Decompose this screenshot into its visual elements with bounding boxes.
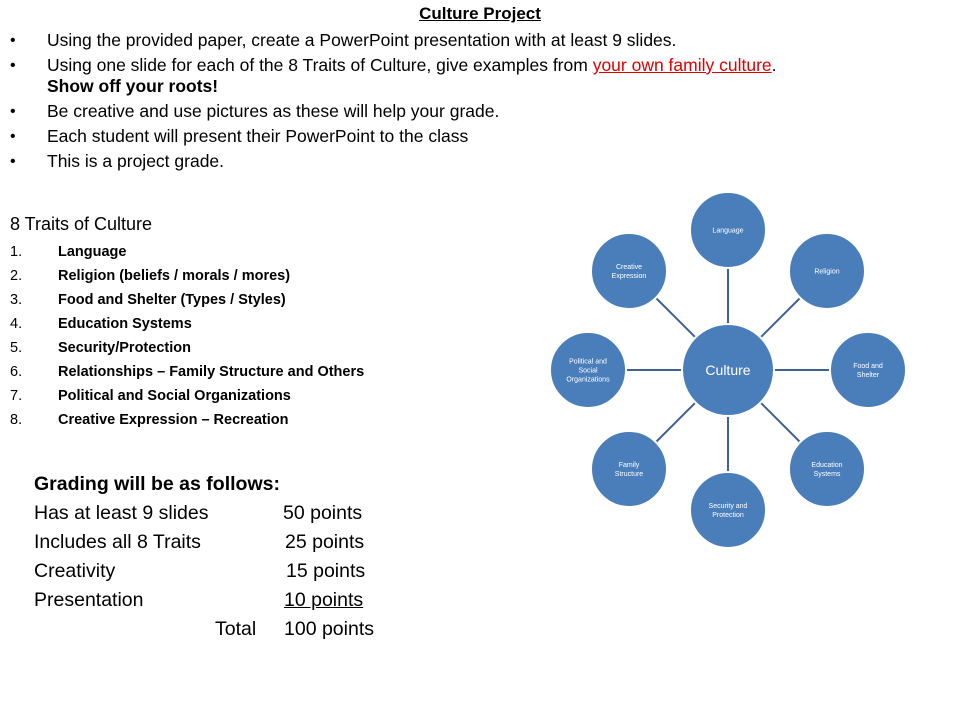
trait-item bbox=[10, 336, 364, 360]
traits-list bbox=[10, 240, 364, 432]
trait-node-label: Political and bbox=[569, 358, 607, 366]
bold-text: Show off your roots! bbox=[47, 76, 219, 96]
trait-number: 2. bbox=[10, 268, 23, 284]
trait-label: Political and Social Organizations bbox=[58, 388, 291, 404]
grading-points: 10 points bbox=[284, 589, 364, 611]
trait-node bbox=[690, 472, 766, 548]
trait-node-circle bbox=[690, 472, 766, 548]
trait-label: Education Systems bbox=[58, 316, 192, 332]
trait-number: 6. bbox=[10, 364, 23, 380]
bullet-text: This is a project grade. bbox=[47, 151, 225, 171]
bullet-text: Using one slide for each of the 8 Traits of Culture, give examples from bbox=[47, 55, 593, 75]
grading-heading: Grading will be as follows: bbox=[34, 473, 280, 495]
trait-node-label: Family bbox=[618, 461, 640, 469]
bullet-text: . bbox=[771, 55, 777, 75]
trait-node-label: Structure bbox=[614, 470, 644, 478]
connector-line bbox=[761, 298, 801, 338]
grading-section bbox=[34, 470, 374, 644]
bullet-icon: • bbox=[10, 57, 16, 74]
grading-points: 50 points bbox=[283, 502, 363, 524]
bullet-text: Each student will present their PowerPoint to the class bbox=[47, 126, 469, 146]
trait-node-label: Religion bbox=[814, 268, 840, 276]
trait-node-label: Food and bbox=[853, 363, 883, 370]
trait-node-circle bbox=[830, 332, 906, 408]
bullet-icon: • bbox=[10, 103, 16, 120]
bullet-item bbox=[8, 151, 948, 172]
trait-number: 7. bbox=[10, 388, 23, 404]
trait-node bbox=[550, 332, 626, 408]
trait-node bbox=[690, 192, 766, 268]
connector-line bbox=[761, 403, 801, 443]
grading-row bbox=[34, 557, 366, 586]
grading-total-row bbox=[34, 615, 374, 644]
trait-node-label: Expression bbox=[611, 273, 647, 281]
trait-item bbox=[10, 288, 364, 312]
trait-number: 1. bbox=[10, 244, 23, 260]
trait-node-label: Social bbox=[578, 367, 598, 375]
grading-points: 25 points bbox=[285, 531, 365, 553]
bullet-item bbox=[8, 30, 948, 51]
grading-row bbox=[34, 499, 363, 528]
bullet-text: Using the provided paper, create a PowerPoint presentation with at least 9 slides. bbox=[47, 30, 677, 50]
trait-label: Creative Expression – Recreation bbox=[58, 412, 289, 428]
trait-node-label: Security and bbox=[708, 503, 748, 510]
grading-label: Includes all 8 Traits bbox=[34, 531, 201, 553]
connector-line bbox=[656, 298, 696, 338]
culture-wheel-diagram bbox=[540, 185, 920, 560]
bullet-text: Be creative and use pictures as these will help your grade. bbox=[47, 101, 500, 121]
trait-number: 4. bbox=[10, 316, 23, 332]
trait-node bbox=[789, 233, 865, 309]
trait-node-label: Systems bbox=[813, 470, 841, 478]
page-title: Culture Project bbox=[419, 4, 541, 23]
bullet-icon: • bbox=[10, 153, 16, 170]
trait-number: 3. bbox=[10, 292, 23, 308]
trait-node bbox=[591, 431, 667, 507]
trait-label: Religion (beliefs / morals / mores) bbox=[58, 268, 291, 284]
center-label: Culture bbox=[705, 362, 751, 378]
connector-line bbox=[656, 403, 696, 443]
bullet-item bbox=[8, 101, 948, 122]
trait-item bbox=[10, 408, 364, 432]
trait-number: 5. bbox=[10, 340, 23, 356]
trait-item bbox=[10, 360, 364, 384]
trait-node bbox=[789, 431, 865, 507]
grading-label: Presentation bbox=[34, 589, 144, 611]
instructions-list bbox=[8, 30, 948, 176]
trait-node-label: Language bbox=[712, 227, 744, 235]
grading-label: Has at least 9 slides bbox=[34, 502, 209, 524]
grading-total-label: Total bbox=[215, 618, 257, 640]
bullet-icon: • bbox=[10, 32, 16, 49]
trait-label: Language bbox=[58, 244, 127, 260]
highlighted-text: your own family culture bbox=[592, 55, 772, 75]
trait-item bbox=[10, 384, 364, 408]
bullet-icon: • bbox=[10, 128, 16, 145]
trait-node bbox=[591, 233, 667, 309]
traits-heading: 8 Traits of Culture bbox=[10, 214, 153, 234]
trait-number: 8. bbox=[10, 412, 23, 428]
trait-label: Food and Shelter (Types / Styles) bbox=[58, 292, 286, 308]
trait-item bbox=[10, 264, 364, 288]
trait-item bbox=[10, 240, 364, 264]
trait-node bbox=[830, 332, 906, 408]
trait-node-label: Shelter bbox=[856, 372, 880, 379]
grading-row bbox=[34, 586, 364, 615]
trait-item bbox=[10, 312, 364, 336]
trait-node-label: Organizations bbox=[566, 376, 610, 384]
bullet-item bbox=[8, 126, 948, 147]
trait-label: Security/Protection bbox=[58, 340, 191, 356]
trait-node-label: Education bbox=[811, 461, 843, 469]
center-node bbox=[682, 324, 774, 416]
trait-label: Relationships – Family Structure and Others bbox=[58, 364, 365, 380]
trait-node-label: Creative bbox=[615, 264, 643, 272]
trait-node-label: Protection bbox=[712, 512, 744, 519]
grading-label: Creativity bbox=[34, 560, 116, 582]
grading-row bbox=[34, 528, 365, 557]
grading-total-points: 100 points bbox=[284, 618, 374, 640]
grading-points: 15 points bbox=[286, 560, 366, 582]
bullet-item bbox=[8, 55, 948, 97]
